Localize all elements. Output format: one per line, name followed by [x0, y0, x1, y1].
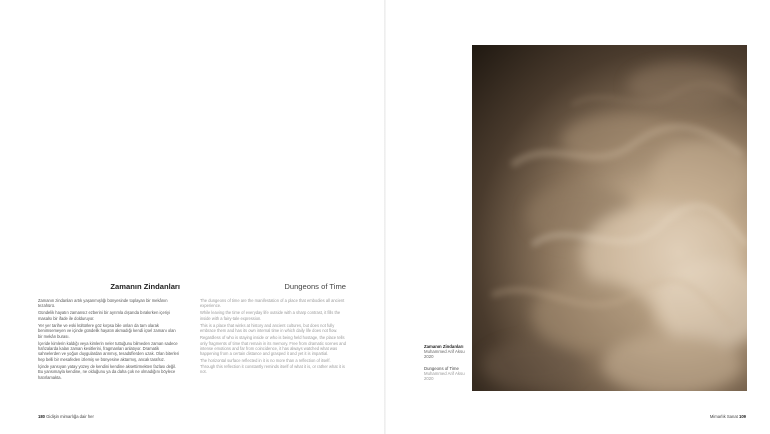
english-body — [200, 298, 346, 376]
page-number-right: 109 — [739, 414, 746, 419]
english-paragraph: Regardless of who is staying inside or who is being held hostage, the place tells only fragments of time that remain in its memory. Free from dramatic scenes and intense emotions and far from coincidence, it has always watched what was happening from a certain distance and grasped it and yet it is impartial. — [200, 335, 346, 357]
english-title: Dungeons of Time — [284, 282, 346, 291]
turkish-paragraph: İçinde yansıyan yatay yüzey de kendini kendine aksettirmekten fazlası değil. Bu yansımayla kendine, ne olduğunu ya da daha çok ne olmadığını böylece hatırlamakta. — [38, 363, 177, 380]
page-gutter — [384, 0, 386, 434]
turkish-title: Zamanın Zindanları — [110, 282, 180, 291]
footer-right-text: Mimarlık Sanat — [709, 414, 738, 419]
caption-year: 2020 — [424, 376, 434, 382]
caption-title: Dungeons of Time — [424, 365, 459, 371]
english-paragraph: The dungeons of time are the manifestation of a place that embodies all ancient experience. — [200, 298, 345, 309]
turkish-paragraph: İçeride kimlerin kaldığı veya kimlerin neler tuttuğunu bilmeden zaman sadece hafızalarda kalan zaman kesitlerini, fragmanları anlatıyor. Dramatik sahnelerden ve yoğun duygulardan arınmış, tesadüflerden uzak. Olan biterleri hep belli bir mesafeden izlemiş ve bünyesine aktarmış, ancak tarafsız. — [38, 340, 180, 362]
caption-author: Muhammed Arif Aksu — [424, 349, 465, 355]
smoke-photograph — [472, 45, 747, 391]
footer-left — [38, 414, 94, 419]
english-paragraph: While leaving the time of everyday life outside with a sharp contrast, it fills the inside with a fairy-tale expression. — [200, 310, 341, 321]
caption-turkish — [424, 344, 470, 360]
caption-english — [424, 366, 470, 382]
turkish-paragraph: Gündelik hayatın zamansız ezberini bir ayrımla dışarıda bırakırken içeriyi masalsı bir ifade ile dolduruyor. — [38, 310, 170, 321]
caption-title: Zamanın Zindanları — [424, 344, 464, 349]
turkish-paragraph: Yer yer tarihe ve eski kültürlere göz kırpsa bile onları da tam olarak benimsemeyen ve içinde gündelik hayatın akmadığı kendi içsel zamanı olan bir mekân burası. — [38, 322, 176, 339]
turkish-body — [38, 298, 180, 382]
caption-year: 2020 — [424, 354, 434, 360]
smoke-texture — [472, 45, 747, 391]
footer-left-text: Gidişin mimarlığa dair her — [46, 414, 94, 419]
english-paragraph: This is a place that winks at history and ancient cultures, but does not fully embrace them and has its own internal time in which daily life does not flow. — [200, 322, 338, 334]
caption-author: Muhammed Arif Aksu — [424, 370, 465, 376]
footer-right — [710, 414, 746, 419]
page-number-left: 180 — [38, 414, 45, 419]
turkish-paragraph: Zamanın zindanları artık yaşanmışlığı bünyesinde toplayan bir mekânın tezahürü. — [38, 298, 168, 309]
english-paragraph: The horizontal surface reflected in it is no more than a reflection of itself. Through this reflection it constantly reminds itself of what it is, or rather what it is not. — [200, 358, 345, 375]
photo-caption — [424, 344, 470, 387]
